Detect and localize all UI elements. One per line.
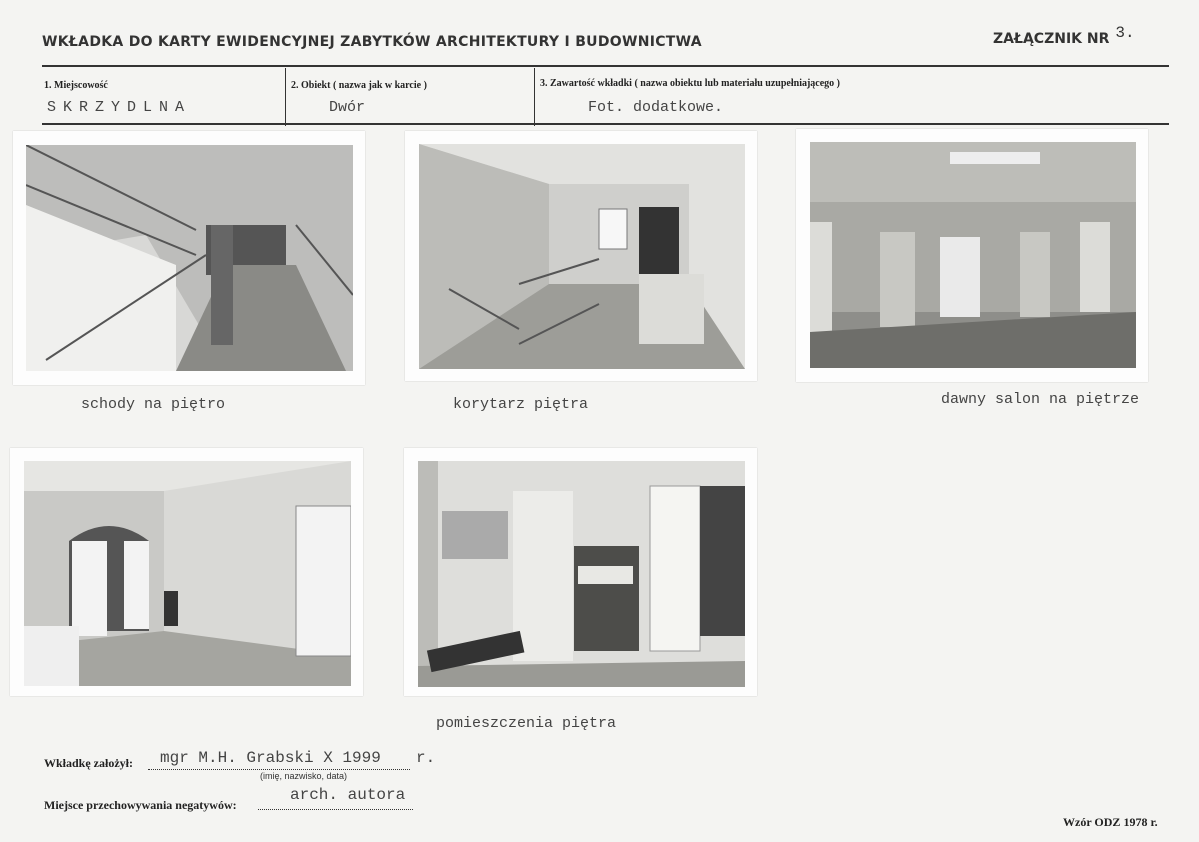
header-rule-top	[42, 65, 1169, 67]
field-value-place: SKRZYDLNA	[47, 99, 192, 116]
photo-card-room-right	[404, 448, 757, 696]
photo-salon	[810, 142, 1136, 368]
form-id: Wzór ODZ 1978 r.	[1063, 815, 1158, 829]
field-divider-2	[534, 68, 535, 126]
photo-card-stairs	[13, 131, 365, 385]
caption-rooms: pomieszczenia piętra	[436, 715, 617, 732]
field-value-content: Fot. dodatkowe.	[588, 99, 724, 116]
creator-dotted-line	[148, 769, 410, 770]
photo-card-corridor	[405, 131, 757, 381]
annex-label	[993, 24, 1135, 48]
creator-suffix: r.	[416, 749, 436, 767]
field-label-object: 2. Obiekt ( nazwa jak w karcie )	[291, 80, 427, 91]
negatives-label: Miejsce przechowywania negatywów:	[44, 798, 237, 812]
caption-salon: dawny salon na piętrze	[941, 391, 1140, 408]
photo-corridor	[419, 144, 745, 369]
creator-label: Wkładkę założył:	[44, 756, 133, 770]
negatives-dotted-line	[258, 809, 413, 810]
negatives-value: arch. autora	[290, 786, 406, 804]
field-value-object: Dwór	[329, 99, 366, 116]
creator-hint: (imię, nazwisko, data)	[260, 771, 348, 781]
header-rule-bottom	[42, 123, 1169, 125]
field-divider-1	[285, 68, 286, 126]
annex-number: 3.	[1115, 24, 1135, 42]
photo-card-room-left	[10, 448, 363, 696]
annex-label-text: ZAŁĄCZNIK NR	[993, 31, 1110, 47]
caption-corridor: korytarz piętra	[453, 396, 589, 413]
field-label-place: 1. Miejscowość	[44, 80, 108, 91]
field-label-content: 3. Zawartość wkładki ( nazwa obiektu lub materiału uzupełniającego )	[540, 78, 841, 89]
creator-value: mgr M.H. Grabski X 1999	[160, 749, 381, 767]
photo-room-left	[24, 461, 351, 686]
photo-room-right	[418, 461, 745, 687]
photo-card-salon	[796, 129, 1148, 382]
photo-stairs	[26, 145, 353, 371]
caption-stairs: schody na piętro	[81, 396, 226, 413]
document-title: WKŁADKA DO KARTY EWIDENCYJNEJ ZABYTKÓW ARCHITEKTURY I BUDOWNICTWA	[42, 34, 702, 50]
